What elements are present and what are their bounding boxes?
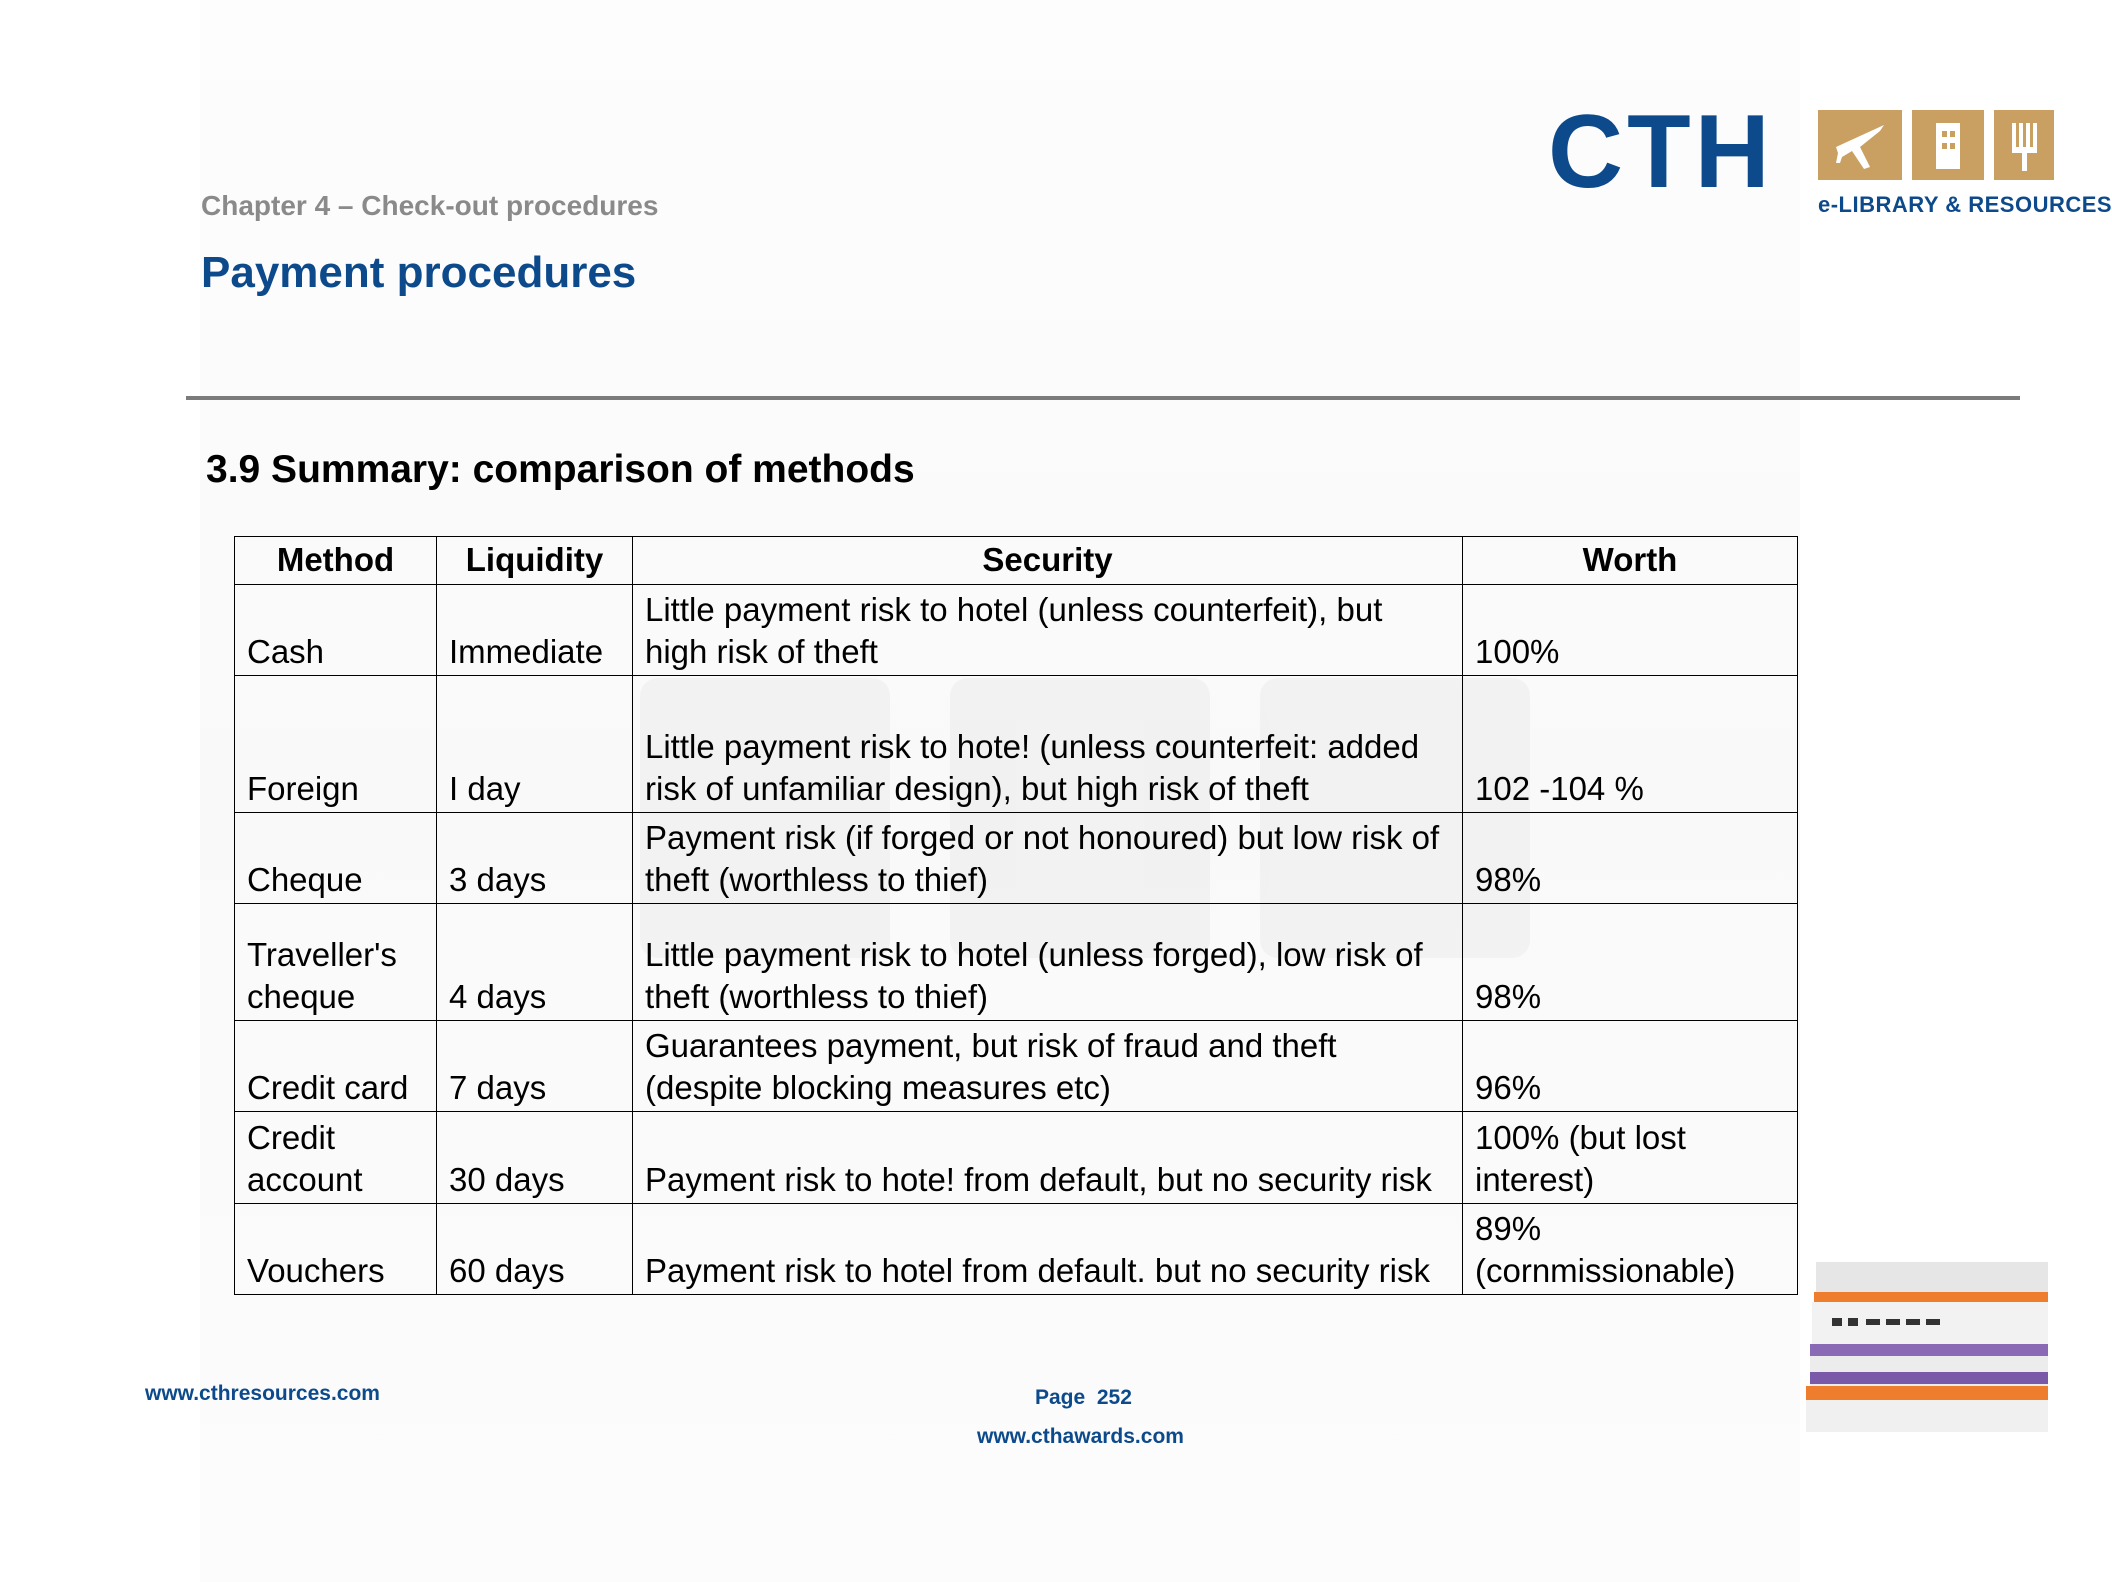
cth-logo (1548, 94, 2112, 220)
security-cell: Little payment risk to hotel (unless forged), low risk of theft (worthless to thief) (633, 904, 1463, 1021)
security-cell: Payment risk (if forged or not honoured) but low risk of theft (worthless to thief) (633, 813, 1463, 904)
table-row (235, 904, 1798, 1021)
liquidity-cell: I day (437, 676, 633, 813)
page-number-value: 252 (1096, 1386, 1132, 1409)
column-header: Liquidity (437, 537, 633, 585)
security-cell: Little payment risk to hote! (unless counterfeit: added risk of unfamiliar design), but high risk of theft (633, 676, 1463, 813)
column-header: Security (633, 537, 1463, 585)
security-cell: Payment risk to hote! from default, but no security risk (633, 1112, 1463, 1204)
table-header-row (235, 537, 1798, 585)
section-title: 3.9 Summary: comparison of methods (206, 448, 915, 491)
books-stack-image (1806, 1262, 2048, 1432)
liquidity-cell: 7 days (437, 1021, 633, 1112)
liquidity-cell: 60 days (437, 1204, 633, 1295)
footer-awards-link[interactable]: www.cthawards.com (977, 1425, 1184, 1448)
method-cell: Traveller's cheque (235, 904, 437, 1021)
page-title: Payment procedures (201, 248, 637, 297)
fork-icon (1994, 110, 2054, 180)
table-row (235, 813, 1798, 904)
page-label: Page (1035, 1386, 1086, 1409)
security-cell: Little payment risk to hotel (unless counterfeit), but high risk of theft (633, 585, 1463, 676)
method-cell: Vouchers (235, 1204, 437, 1295)
table-row (235, 1021, 1798, 1112)
table-row (235, 585, 1798, 676)
method-cell: Cheque (235, 813, 437, 904)
security-cell: Guarantees payment, but risk of fraud and theft (despite blocking measures etc) (633, 1021, 1463, 1112)
comparison-table (234, 536, 1798, 1295)
column-header: Method (235, 537, 437, 585)
worth-cell: 98% (1463, 813, 1798, 904)
liquidity-cell: 3 days (437, 813, 633, 904)
logo-letters: CTH (1548, 94, 1774, 210)
method-cell: Foreign (235, 676, 437, 813)
header-divider (186, 396, 2020, 400)
worth-cell: 102 -104 % (1463, 676, 1798, 813)
table-row (235, 1112, 1798, 1204)
worth-cell: 100% (but lost interest) (1463, 1112, 1798, 1204)
airplane-icon (1818, 110, 1902, 180)
page-number (1035, 1386, 1132, 1410)
worth-cell: 100% (1463, 585, 1798, 676)
liquidity-cell: Immediate (437, 585, 633, 676)
liquidity-cell: 4 days (437, 904, 633, 1021)
chapter-heading: Chapter 4 – Check-out procedures (201, 190, 659, 221)
security-cell: Payment risk to hotel from default. but no security risk (633, 1204, 1463, 1295)
building-icon (1912, 110, 1984, 180)
table-row (235, 676, 1798, 813)
footer-resources-link[interactable]: www.cthresources.com (145, 1382, 380, 1405)
method-cell: Cash (235, 585, 437, 676)
worth-cell: 98% (1463, 904, 1798, 1021)
logo-subtitle: e-LIBRARY & RESOURCES (1818, 192, 2112, 217)
liquidity-cell: 30 days (437, 1112, 633, 1204)
method-cell: Credit card (235, 1021, 437, 1112)
worth-cell: 96% (1463, 1021, 1798, 1112)
table-row (235, 1204, 1798, 1295)
worth-cell: 89% (cornmissionable) (1463, 1204, 1798, 1295)
column-header: Worth (1463, 537, 1798, 585)
method-cell: Credit account (235, 1112, 437, 1204)
